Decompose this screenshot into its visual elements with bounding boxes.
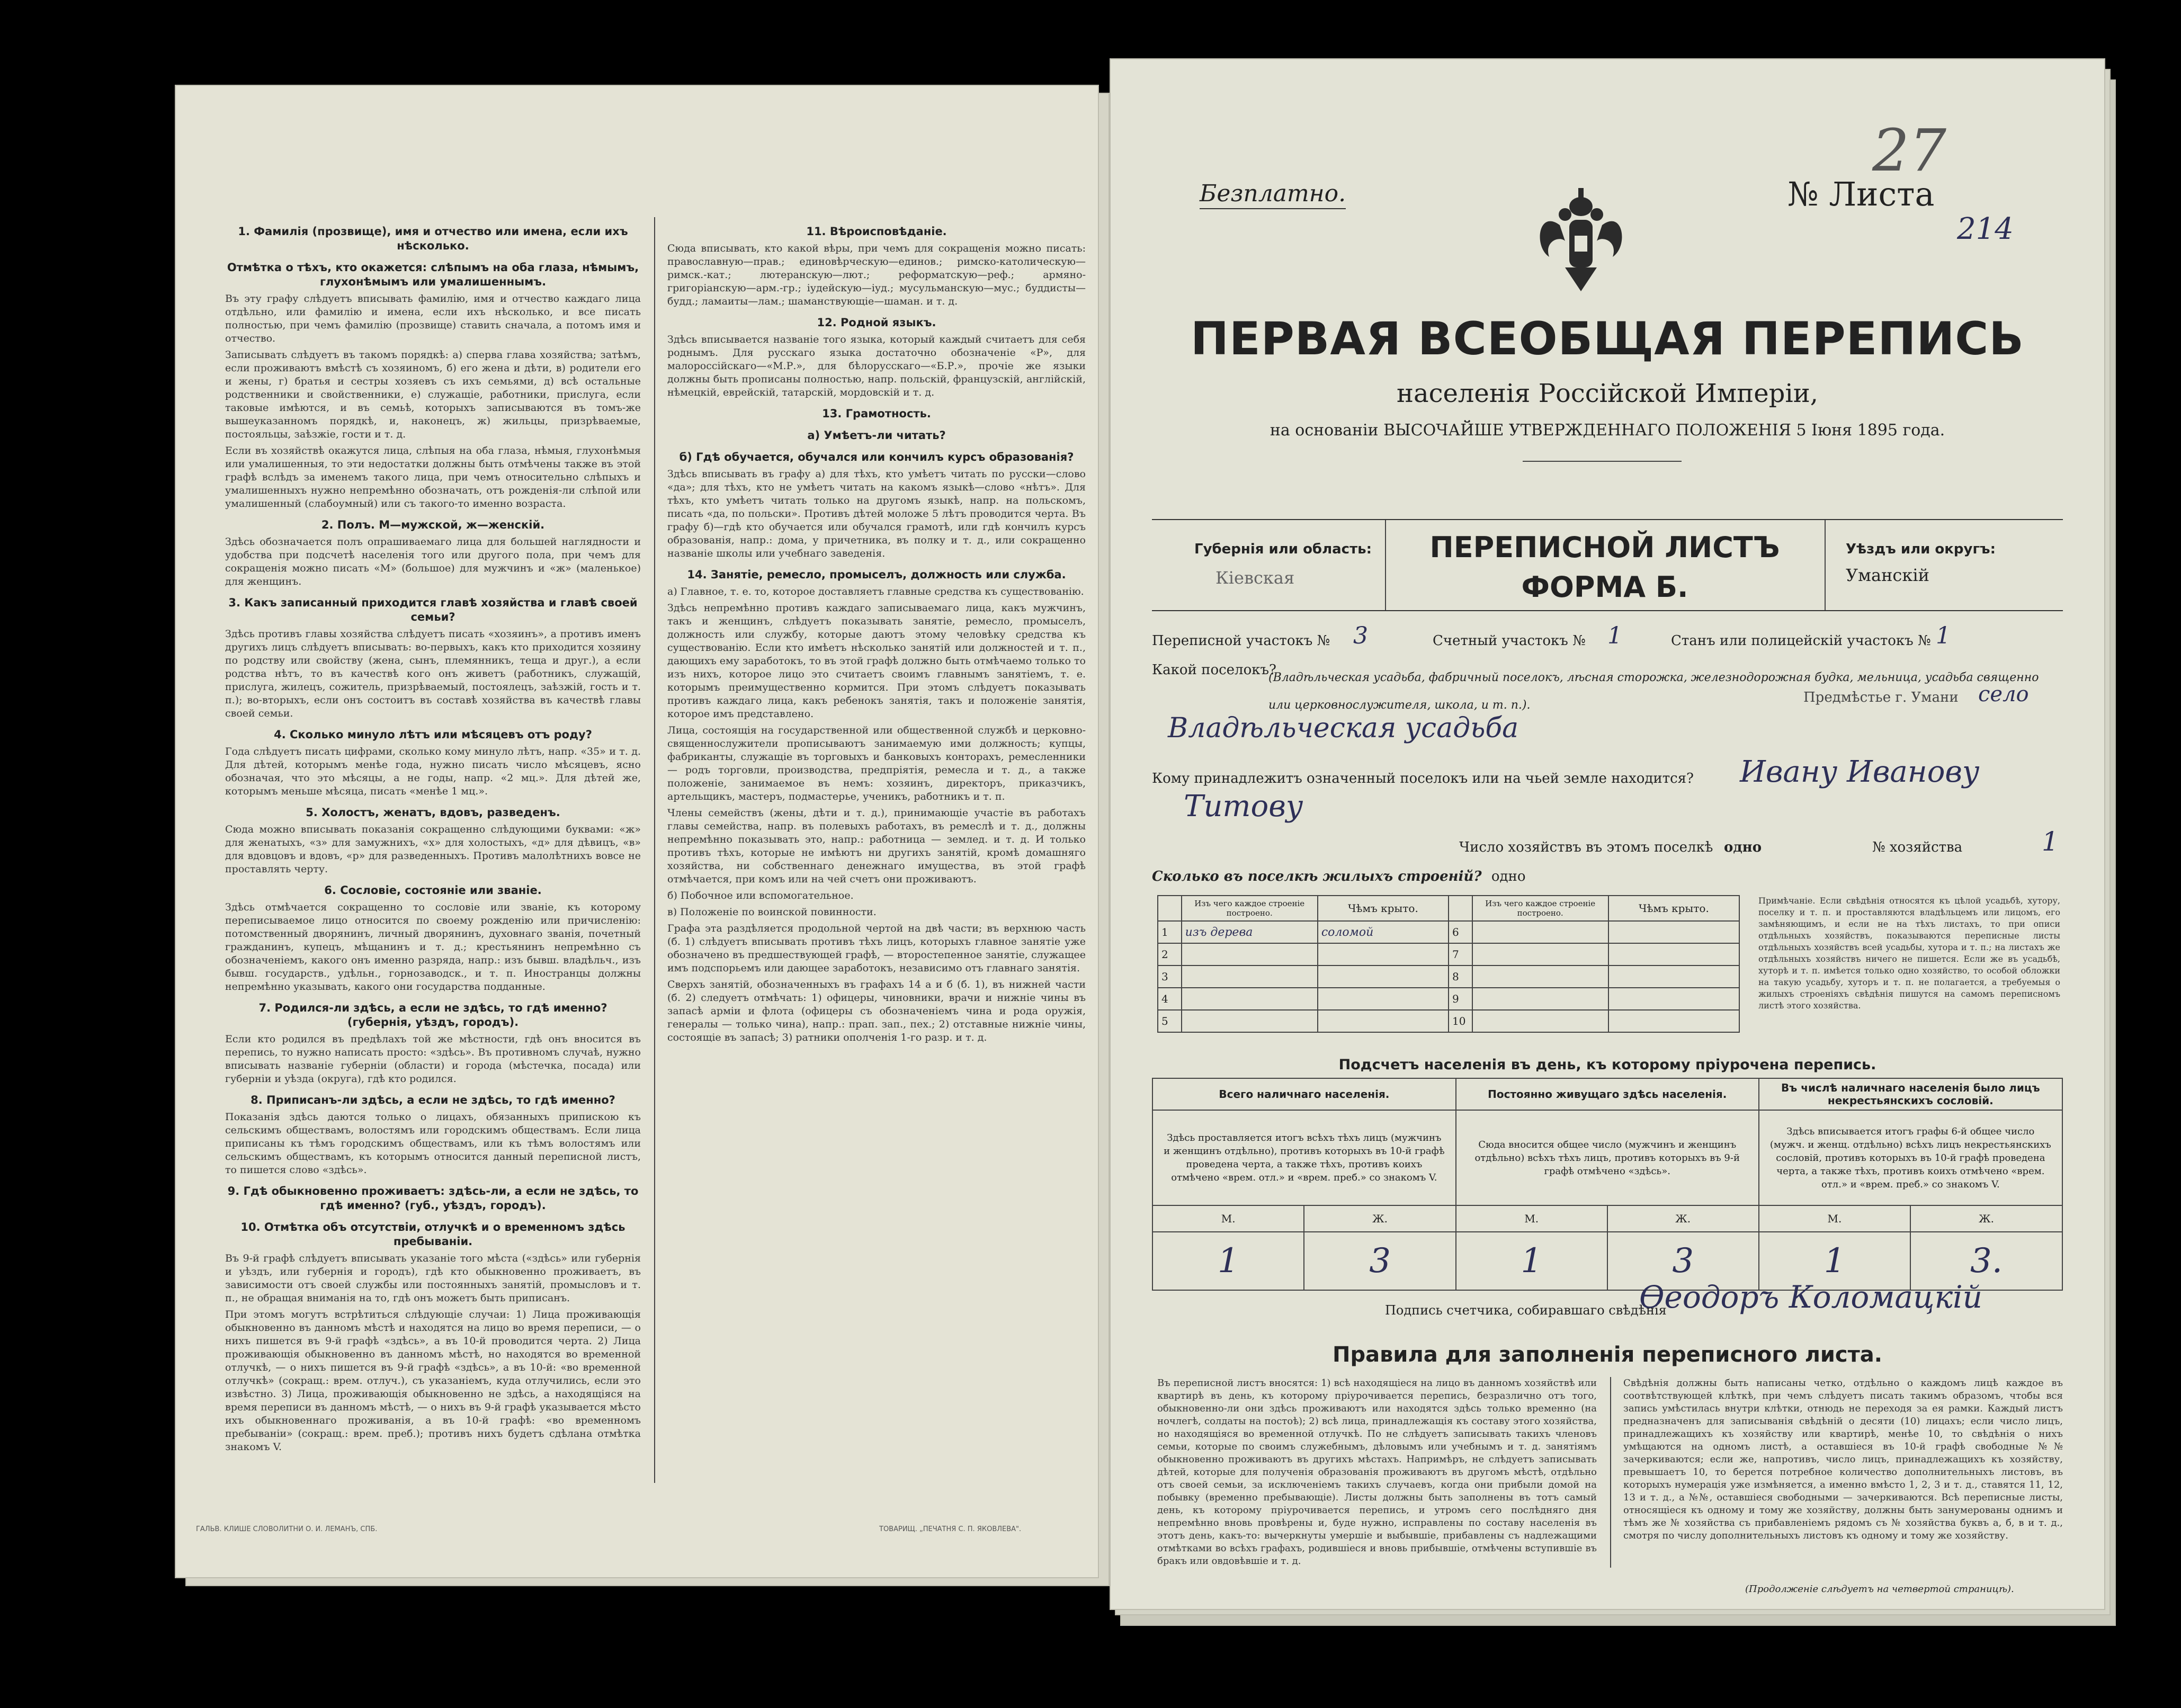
bld-header-material-2: Изъ чего каждое строеніе построено. — [1472, 896, 1608, 921]
column-divider — [654, 217, 655, 1483]
bld-row-number: 8 — [1449, 965, 1472, 988]
count-column-header: Постоянно живущаго здѣсь населенія. — [1456, 1078, 1759, 1110]
section-text: Записывать слѣдуетъ въ такомъ порядкѣ: а) сперва глава хозяйства; затѣмъ, если проживаютъ вмѣстѣ съ хозяиномъ, б) его жена и дѣти, в) родители его и жены, г) братья и сестры хозяевъ съ ихъ семьями, д) всѣ остальные родственники и свойственники, е) служащіе, работники, прислуга, если таковые имѣются, и въ семьѣ, которыхъ записываются въ томъ-же вышеуказанномъ порядкѣ, и, наконецъ, ж) жильцы, призрѣваемые, постояльцы, заѣзжіе, гости и т. д. — [225, 349, 641, 440]
male-label: М. — [1152, 1205, 1304, 1232]
female-label: Ж. — [1607, 1205, 1759, 1232]
section-heading: Отмѣтка о тѣхъ, кто окажется: слѣпымъ на оба глаза, нѣмымъ, глухонѣмымъ или умалишеннымъ. — [227, 261, 639, 288]
section-heading: б) Гдѣ обучается, обучался или кончилъ курсъ образованія? — [679, 451, 1074, 463]
left-column-1 — [225, 217, 641, 1483]
female-count: 3 — [1607, 1232, 1759, 1290]
buildings-row — [1158, 1010, 1739, 1032]
section-text: Сверхъ занятій, обозначенныхъ въ графахъ 14 а и б (б. 1), въ нижней части (б. 2) следуетъ отмѣчать: 1) офицеры, чиновники, врачи и нижніе чины въ запасѣ армiи и флота (офицеры съ обозначеніемъ чина и рода оружія, генералы — только чина), напр.: прап. зап., пех.; 2) отставные нижніе чины, состоящіе въ запасѣ; 3) ратники ополченія 1-го разр. и т. д. — [667, 979, 1086, 1043]
settlement-hint: (Владѣльческая усадьба, фабричный поселокъ, лѣсная сторожка, железнодорожная будка, мельница, усадьба священно или церковнослужителя, школа, и т. п.). — [1268, 671, 2039, 712]
continued-note: (Продолженіе слѣдуетъ на четвертой страницѣ). — [1745, 1584, 2014, 1595]
section-text: Здѣсь отмѣчается сокращенно то сословіе или званіе, къ которому переписываемое лицо относится по своему рожденію или причисленію: потомственный дворянинъ, личный дворянинъ, духовнаго званія, почетный гражданинъ, купецъ, мѣщанинъ и т. д.; крестьянинъ непремѣнно съ обозначеніемъ, какого онъ именно разряда, напр.: изъ бывш. владѣльч., изъ бывш. государств., удѣльн., горнозаводск., и т. п. Иностранцы должны непремѣнно указывать, какого они государства подданные. — [225, 901, 641, 992]
bld-material — [1472, 1010, 1608, 1032]
bld-row-number: 1 — [1158, 921, 1182, 943]
rules-title: Правила для заполненія переписного листа. — [1333, 1343, 1882, 1367]
section-heading: 14. Занятіе, ремесло, промыселъ, должность или служба. — [687, 568, 1066, 581]
female-count: 3 — [1304, 1232, 1455, 1290]
households-value: одно — [1724, 839, 1762, 855]
settlement-hand-2: Владѣльческая усадьба — [1168, 712, 1519, 744]
header-box — [1152, 519, 2063, 611]
counting-district-label: Счетный участокъ № — [1433, 633, 1586, 649]
bld-material — [1182, 943, 1318, 965]
gubernia-value: Кіевская — [1215, 568, 1295, 588]
bld-row-number: 4 — [1158, 988, 1182, 1010]
bld-roof — [1608, 921, 1739, 943]
bld-row-number: 3 — [1158, 965, 1182, 988]
bld-material — [1182, 965, 1318, 988]
section-text: Показанія здѣсь даются только о лицахъ, обязанныхъ припискою къ сельскимъ обществамъ, волостямъ или городскимъ обществамъ. Если лица приписаны къ тѣмъ городскимъ обществамъ, или къ тѣмъ волостямъ или сельскимъ обществамъ, къ которымъ относится данный переписной листъ, то пишется слово «здѣсь». — [225, 1111, 641, 1176]
male-label: М. — [1456, 1205, 1607, 1232]
male-count: 1 — [1456, 1232, 1607, 1290]
section-text: Лица, состоящія на государственной или общественной службѣ и церковно-священнослужители прописываютъ занимаемую ими должность; купцы, фабриканты, служащіе въ торговыхъ и банковыхъ конторахъ, ремесленники — родъ торговли, производства, предпріятія, ремесла и т. д., а также положеніе, занимаемое въ немъ: хозяинъ, директоръ, приказчикъ, артельщикъ, мастеръ, подмастерье, ученикъ, работникъ и т. п. — [667, 725, 1086, 802]
rules-column-1: Въ переписной листъ вносятся: 1) всѣ находящіеся на лицо въ данномъ хозяйствѣ или квартирѣ въ день, къ которому пріурочивается перепись, безразлично отъ того, обыкновенно-ли они здѣсь проживаютъ или находятся здѣсь только временно (на ночлегѣ, солдаты на постоѣ); 2) всѣ лица, принадлежащія къ составу этого хозяйства, но находящіяся во временной отлучкѣ. По не слѣдуетъ записывать такихъ членовъ семьи, которые по своимъ служебнымъ, дѣловымъ или учебнымъ и т. д. занятіямъ обыкновенно проживаютъ въ другихъ мѣстахъ. Напримѣръ, не слѣдуетъ записывать дѣтей, которые для полученія образованія проживаютъ въ другомъ мѣстѣ, отдѣльно отъ своей семьи, за исключеніемъ такихъ случаевъ, когда они прибыли домой на побывку (временно пребывающіе). Листы должны быть заполнены въ тотъ самый день, къ которому пріурочивается перепись, и утромъ сего послѣдняго дня непремѣнно вновь провѣрены и, буде нужно, исправлены по составу населенія въ этотъ день, какъ-то: вычеркнуты умершіе и выбывшіе, прибавлены съ надлежащими отмѣтками во всѣхъ графахъ, родившіеся и вновь прибывшіе, отмѣчены вступившіе въ бракъ или овдовѣвшіе и т. д. — [1157, 1378, 1597, 1567]
corner-number: 27 — [1872, 117, 1946, 184]
bld-material — [1472, 988, 1608, 1010]
household-number-value: 1 — [2042, 826, 2059, 857]
police-district-value: 1 — [1936, 622, 1951, 649]
section-heading: 12. Родной языкъ. — [817, 316, 936, 329]
section-heading: а) Умѣетъ-ли читать? — [807, 429, 946, 442]
section-heading: 8. Приписанъ-ли здѣсь, а если не здѣсь, то гдѣ именно? — [251, 1094, 615, 1106]
section-text: Сюда можно вписывать показанія сокращенно слѣдующими буквами: «ж» для женатыхъ, «з» для замужнихъ, «х» для холостыхъ, «д» для дѣвицъ, «в» для вдовцовъ и вдовъ, «р» для разведенныхъ. Противъ малолѣтнихъ вовсе не проставлять черту. — [225, 824, 641, 875]
owner-hand-2: Титову — [1184, 789, 1303, 824]
section-text: а) Главное, т. е. то, которое доставляетъ главные средства къ существованію. — [667, 586, 1084, 597]
settlement-printed: Предмѣстье г. Умани — [1803, 690, 1959, 705]
buildings-row — [1158, 943, 1739, 965]
bld-row-number: 10 — [1449, 1010, 1472, 1032]
count-column-description: Здѣсь проставляется итогъ всѣхъ тѣхъ лицъ (мужчинъ и женщинъ отдѣльно), противъ которыхъ въ 10-й графѣ проведена черта, а также тѣхъ, противъ коихъ отмѣчено «врем. отл.» и «врем. преб.» со знакомъ V. — [1152, 1110, 1456, 1205]
section-heading: 10. Отмѣтка объ отсутствіи, отлучкѣ и о временномъ здѣсь пребываніи. — [240, 1221, 625, 1248]
bld-material — [1182, 1010, 1318, 1032]
gubernia-label: Губернія или область: — [1194, 541, 1372, 557]
count-column-header: Въ числѣ наличнаго населенія было лицъ некрестьянскихъ сословій. — [1759, 1078, 2062, 1110]
section-text: Члены семействъ (жены, дѣти и т. д.), принимающіе участіе въ работахъ главы семейства, напр. въ полевыхъ работахъ, въ ремеслѣ и т. д., должны непремѣнно показывать это, напр.: работница — землед. и т. д. И только противъ тѣхъ, которые не имѣютъ ни другихъ занятій, кромѣ домашняго хозяйства, ни собственнаго денежнаго имущества, въ этой графѣ отмѣчается, при комъ или на чей счетъ они проживаютъ. — [667, 807, 1086, 885]
section-text: Сюда вписывать, кто какой вѣры, при чемъ для сокращенія можно писать: православную—прав.; единовѣрческую—единов.; римско-католическую—римск.-кат.; лютеранскую—лют.; реформатскую—реф.; армяно-григоріанскую—арм.-гр.; іудейскую—іуд.; мусульманскую—мус.; буддисты—будд.; ламаиты—лам.; шаманствующіе—шаман. и т. д. — [667, 243, 1086, 307]
section-text: в) Положеніе по воинской повинности. — [667, 906, 877, 918]
section-text: Въ 9-й графѣ слѣдуетъ вписывать указаніе того мѣста («здѣсь» или губернія и уѣздъ, или губернія и городъ), гдѣ кто обыкновенно проживаетъ, въ зависимости отъ своей службы или постоянныхъ занятій, промысловъ и т. п., не обращая вниманія на то, гдѣ онъ можетъ быть приписанъ. — [225, 1253, 641, 1304]
count-column-description: Сюда вносится общее число (мужчинъ и женщинъ отдѣльно) всѣхъ тѣхъ лицъ, противъ которыхъ въ 9-й графѣ отмѣчено «здѣсь». — [1456, 1110, 1759, 1205]
buildings-row — [1158, 965, 1739, 988]
census-district-value: 3 — [1353, 622, 1368, 649]
count-column-description: Здѣсь вписывается итогъ графы 6-й общее число (мужч. и женщ. отдѣльно) всѣхъ лицъ некрестьянскихъ сословій, противъ которыхъ въ 10-й графѣ проведена черта, а также тѣхъ, противъ коихъ отмѣчено «врем. отл.» и «врем. преб.» со знакомъ V. — [1759, 1110, 2062, 1205]
section-heading: 4. Сколько минуло лѣтъ или мѣсяцевъ отъ роду? — [274, 728, 592, 741]
section-text: Здѣсь обозначается полъ опрашиваемаго лица для большей наглядности и удобства при подсчетѣ населенія того или другого пола, при чемъ для сокращенія можно писать «М» (большое) для мужчинъ и «ж» (маленькое) для женщинъ. — [225, 536, 641, 587]
female-label: Ж. — [1910, 1205, 2062, 1232]
section-text: б) Побочное или вспомогательное. — [667, 890, 854, 901]
bld-material — [1472, 943, 1608, 965]
bld-roof — [1318, 943, 1449, 965]
section-heading: 9. Гдѣ обыкновенно проживаетъ: здѣсь-ли, а если не здѣсь, то гдѣ именно? (губ., уѣздъ, городъ). — [227, 1185, 639, 1212]
counting-district-value: 1 — [1607, 622, 1622, 649]
buildings-label: Сколько въ поселкѣ жилыхъ строеній? — [1152, 869, 1482, 884]
bld-roof — [1318, 1010, 1449, 1032]
section-text: Графа эта раздѣляется продольной чертой на двѣ части; въ верхнюю часть (б. 1) слѣдуетъ вписывать противъ тѣхъ лицъ, которыхъ главное занятіе уже обозначено въ предшествующей графѣ, — второстепенное занятіе, служащее имъ подспорьемъ или дающее заработокъ, независимо отъ главнаго занятія. — [667, 923, 1086, 974]
household-number-label: № хозяйства — [1872, 839, 1963, 855]
section-text: Если въ хозяйствѣ окажутся лица, слѣпыя на оба глаза, нѣмыя, глухонѣмыя или умалишенныя, то эти недостатки должны быть отмѣчены также въ этой графѣ вслѣдъ за именемъ такого лица, при чемъ относительно слѣпыхъ и умалишенныхъ нужно непремѣнно обозначать, отъ рожденія-ли слѣпой или умалишенный (слабоумный) или съ такого-то именно возраста. — [225, 445, 641, 509]
subtitle-2: на основаніи ВЫСОЧАЙШЕ УТВЕРЖДЕННАГО ПОЛОЖЕНІЯ 5 Іюня 1895 года. — [1270, 421, 1945, 440]
section-text: Здѣсь вписывать въ графу а) для тѣхъ, кто умѣетъ читать по русски—слово «да»; для тѣхъ, кто не умѣетъ читать на какомъ языкѣ—слово «нѣтъ». Для тѣхъ, кто умѣетъ читать только на другомъ языкѣ, напр. на польскомъ, писать «да, по польски». Противъ дѣтей моложе 5 лѣтъ проводится черта. Въ графу б)—гдѣ кто обучается или обучался грамотѣ, или гдѣ кончилъ курсъ образованія, напр.: дома, у причетника, въ полку и т. д., или сокращенно названіе школы или учебнаго заведенія. — [667, 468, 1086, 559]
female-count: 3. — [1910, 1232, 2062, 1290]
section-heading: 11. Вѣроисповѣданіе. — [806, 225, 947, 238]
buildings-table — [1157, 895, 1740, 1033]
subtitle: населенія Россійской Имперіи, — [1397, 379, 1818, 408]
census-district-label: Переписной участокъ № — [1152, 633, 1330, 649]
settlement-hand-1: село — [1978, 682, 2029, 707]
bld-roof — [1608, 965, 1739, 988]
sheet-number-label: № Листа — [1787, 175, 1935, 213]
rules-divider — [1610, 1377, 1611, 1568]
section-heading: 2. Полъ. М—мужской, ж—женскій. — [321, 518, 545, 531]
bld-header-roof-2: Чѣмъ крыто. — [1608, 896, 1739, 921]
bld-roof — [1608, 1010, 1739, 1032]
owner-line — [1152, 755, 2063, 850]
left-column-2 — [667, 217, 1086, 1483]
uezd-value: Уманскій — [1846, 565, 1929, 585]
bld-roof: соломой — [1318, 921, 1449, 943]
bld-row-number: 6 — [1449, 921, 1472, 943]
bld-row-number: 9 — [1449, 988, 1472, 1010]
bld-roof — [1608, 988, 1739, 1010]
rules-column-2: Свѣдѣнія должны быть написаны четко, отдѣльно о каждомъ лицѣ каждое въ соотвѣтствующей клѣткѣ, при чемъ слѣдуетъ писать такимъ образомъ, чтобы вся запись умѣстилась внутри клѣтки, отнюдь не переходя за ея рамки. Каждый листъ предназначенъ для записыванія свѣдѣній о десяти (10) лицахъ; если число лицъ, принадлежащихъ къ хозяйству или квартирѣ, менѣе 10, то свѣдѣнія о нихъ умѣщаются на одномъ листѣ, а оставшіеся въ 10-й графѣ свободные №№ зачеркиваются; если же, напротивъ, число лицъ, принадлежащихъ къ хозяйству, превышаетъ 10, то берется потребное количество дополнительныхъ листовъ, въ которыхъ нумерація уже измѣняется, а именно вмѣсто 1, 2, 3 и т. д., ставятся 11, 12, 13 и т. д., а №№, оставшіеся свободными — зачеркиваются. Всѣ переписные листы, относящіеся къ одному и тому же хозяйству, должны быть занумерованы однимъ и тѣмъ же № хозяйства съ прибавленіемъ рядомъ съ № хозяйства буквъ а, б, в и т. д., смотря по числу дополнительныхъ листовъ къ одному и тому же хозяйству. — [1623, 1378, 2063, 1541]
bld-material — [1472, 965, 1608, 988]
form-title-1: ПЕРЕПИСНОЙ ЛИСТЪ — [1429, 531, 1780, 564]
female-label: Ж. — [1304, 1205, 1455, 1232]
bld-roof — [1608, 943, 1739, 965]
section-heading: 3. Какъ записанный приходится главѣ хозяйства и главѣ своей семьи? — [228, 596, 638, 623]
right-page — [1110, 58, 2105, 1610]
section-text: Въ эту графу слѣдуетъ вписывать фамилію, имя и отчество каждаго лица отдѣльно, или фамилію и имена, если ихъ нѣсколько, и все писать полностью, при чемъ фамилію (прозвище) ставить сначала, а потомъ имя и отчество. — [225, 293, 641, 344]
form-title-2: ФОРМА Б. — [1521, 570, 1688, 604]
buildings-row — [1158, 921, 1739, 943]
uezd-label: Уѣздъ или округъ: — [1846, 541, 1996, 557]
section-heading: 6. Сословіе, состояніе или званіе. — [324, 884, 542, 897]
count-title: Подсчетъ населенія въ день, къ которому пріурочена перепись. — [1338, 1057, 1876, 1073]
bld-material: изъ дерева — [1182, 921, 1318, 943]
population-count-table — [1152, 1078, 2063, 1291]
owner-label: Кому принадлежитъ означенный поселокъ или на чьей земле находится? — [1152, 771, 1694, 786]
section-text: Здѣсь вписывается названіе того языка, который каждый считаетъ для себя роднымъ. Для русскаго языка достаточно обозначеніе «Р», для малороссійскаго—«М.Р.», для бѣлорусскаго—«Б.Р.», прочіе же языки должны быть прописаны полностью, напр. польскій, французскій, англійскій, нѣмецкій, еврейскій, татарскій, мордовскій и т. д. — [667, 334, 1086, 398]
section-text: Здѣсь непремѣнно противъ каждаго записываемаго лица, какъ мужчинъ, такъ и женщинъ, слѣдуетъ показывать занятіе, ремесло, промыселъ, должность или службу, которые даютъ этому человѣку средства къ существованію. Если кто имѣетъ нѣсколько занятій или должностей и т. п., дающихъ ему заработокъ, то въ этой графѣ должно быть отмѣчаемо только то изъ нихъ, которое лицо это считаетъ своимъ главнымъ занятіемъ, т. е. которымъ преимущественно кормится. При этомъ слѣдуетъ показывать противъ каждаго лица, какъ ребенокъ занятія, такъ и положеніе занятія, которое имъ представлено. — [667, 602, 1086, 720]
bld-roof — [1318, 965, 1449, 988]
buildings-row — [1158, 988, 1739, 1010]
note: Примѣчаніе. Если свѣдѣнія относятся къ цѣлой усадьбѣ, хутору, поселку и т. п. и проставляются владѣльцемъ или лицомъ, его замѣняющимъ, и если не на тѣхъ листахъ, то при описи отдѣльныхъ хозяйствъ, показываются переписные листы отдѣльныхъ хозяйствъ всей усадьбы, хутора и т. п.; на листахъ же отдѣльныхъ хозяйствъ ничего не пишется. Если же въ усадьбѣ, хуторѣ и т. п. имѣется только одно хозяйство, то особой обложки на такую усадьбу, хуторъ и т. п. не полагается, а требуемыя о жилыхъ строеніяхъ свѣдѣнія пишутся на самомъ переписномъ листѣ этого хозяйства. — [1758, 896, 2060, 1011]
buildings-value: одно — [1491, 869, 1526, 884]
male-label: М. — [1759, 1205, 1910, 1232]
district-line — [1152, 622, 2063, 654]
left-footer-left: ГАЛЬВ. КЛИШЕ СЛОВОЛИТНИ О. И. ЛЕМАНЪ, СПБ. — [196, 1525, 378, 1533]
section-text: Здѣсь противъ главы хозяйства слѣдуетъ писать «хозяинъ», а противъ именъ другихъ лицъ слѣдуетъ вписывать: во-первыхъ, какъ кто приходится хозяину по родству или свойству (жена, сынъ, племянникъ, теща и друг.), а если родства нѣтъ, то въ качествѣ кого онъ живетъ (работникъ, служащій, прислуга, жилецъ, сожитель, призрѣваемый, постоялецъ, заѣзжій, гость и т. п.); во-вторыхъ, если онъ состоитъ въ составѣ хозяйства въ качествѣ главы своей семьи. — [225, 628, 641, 719]
left-page — [175, 85, 1099, 1578]
imperial-eagle-emblem — [1528, 177, 1634, 299]
sheet-number-value: 214 — [1957, 212, 2014, 246]
bld-material — [1182, 988, 1318, 1010]
section-heading: 13. Грамотность. — [822, 407, 931, 420]
bld-row-number: 2 — [1158, 943, 1182, 965]
header-divider-2 — [1825, 520, 1826, 610]
signature-label: Подпись счетчика, собиравшаго свѣдѣнія — [1385, 1303, 1667, 1318]
bld-row-number: 5 — [1158, 1010, 1182, 1032]
section-text: Если кто родился въ предѣлахъ той же мѣстности, гдѣ онъ вносится въ перепись, то нужно написать просто: «здѣсь». Въ противномъ случаѣ, нужно вписывать названіе губерніи (области) и города (мѣстечка, посада) или губерніи и уѣзда (округа), гдѣ кто родился. — [225, 1033, 641, 1085]
owner-hand-1: Ивану Иванову — [1740, 755, 1980, 789]
section-heading: 1. Фамилія (прозвище), имя и отчество или имена, если ихъ нѣсколько. — [238, 225, 628, 252]
buildings-line — [1152, 869, 2063, 895]
police-district-label: Станъ или полицейскій участокъ № — [1671, 633, 1931, 649]
bld-row-number: 7 — [1449, 943, 1472, 965]
section-heading: 5. Холостъ, женатъ, вдовъ, разведенъ. — [306, 806, 560, 819]
title-rule — [1523, 461, 1682, 462]
bld-material — [1472, 921, 1608, 943]
households-label: Число хозяйствъ въ этомъ поселкѣ — [1459, 839, 1713, 855]
bld-roof — [1318, 988, 1449, 1010]
signature-value: Ѳеодоръ Коломацкій — [1639, 1279, 1983, 1315]
bld-header-material-1: Изъ чего каждое строеніе построено. — [1182, 896, 1318, 921]
male-count: 1 — [1759, 1232, 1910, 1290]
households-line — [1152, 826, 2063, 871]
section-text: Года слѣдуетъ писать цифрами, сколько кому минуло лѣтъ, напр. «35» и т. д. Для дѣтей, которымъ менѣе года, нужно писать число мѣсяцевъ, ясно обозначая, что это мѣсяцы, а не годы, напр. «2 мц.». Для дѣтей же, которымъ меньше мѣсяца, писать «менѣе 1 мц.». — [225, 746, 641, 797]
left-footer-right: ТОВАРИЩ. „ПЕЧАТНЯ С. П. ЯКОВЛЕВА". — [879, 1525, 1022, 1533]
section-heading: 7. Родился-ли здѣсь, а если не здѣсь, то гдѣ именно? (губернія, уѣздъ, городъ). — [258, 1001, 607, 1029]
bld-header-roof-1: Чѣмъ крыто. — [1318, 896, 1449, 921]
section-text: При этомъ могутъ встрѣтиться слѣдующіе случаи: 1) Лица проживающія обыкновенно въ данномъ мѣстѣ и находятся на лицо во время переписи, — о нихъ пишется въ 9-й графѣ «здѣсь», а въ 10-й проводится черта. 2) Лица проживающія обыкновенно въ данномъ мѣстѣ, но находятся во временной отлучкѣ, — о нихъ пишется въ 9-й графѣ «здѣсь», а въ 10-й: «во временной отлучкѣ» (сокращ.: врем. отлуч.), съ указаніемъ, куда отлучились, если это извѣстно. 3) Лица, проживающія обыкновенно не здѣсь, а находящіяся на время переписи въ данномъ мѣстѣ, — о нихъ въ 9-й графѣ указывается мѣсто ихъ обыкновеннаго проживанія, а въ 10-й графѣ: «во временномъ пребываніи» (сокращ.: врем. преб.); противъ нихъ будетъ сдѣлана отмѣтка знакомъ V. — [225, 1309, 641, 1453]
male-count: 1 — [1152, 1232, 1304, 1290]
count-column-header: Всего наличнаго населенія. — [1152, 1078, 1456, 1110]
title: ПЕРВАЯ ВСЕОБЩАЯ ПЕРЕПИСЬ — [1191, 312, 2024, 365]
settlement-label: Какой поселокъ? — [1152, 662, 1276, 678]
settlement-line — [1152, 662, 2063, 768]
free-label: Безплатно. — [1200, 180, 1346, 209]
